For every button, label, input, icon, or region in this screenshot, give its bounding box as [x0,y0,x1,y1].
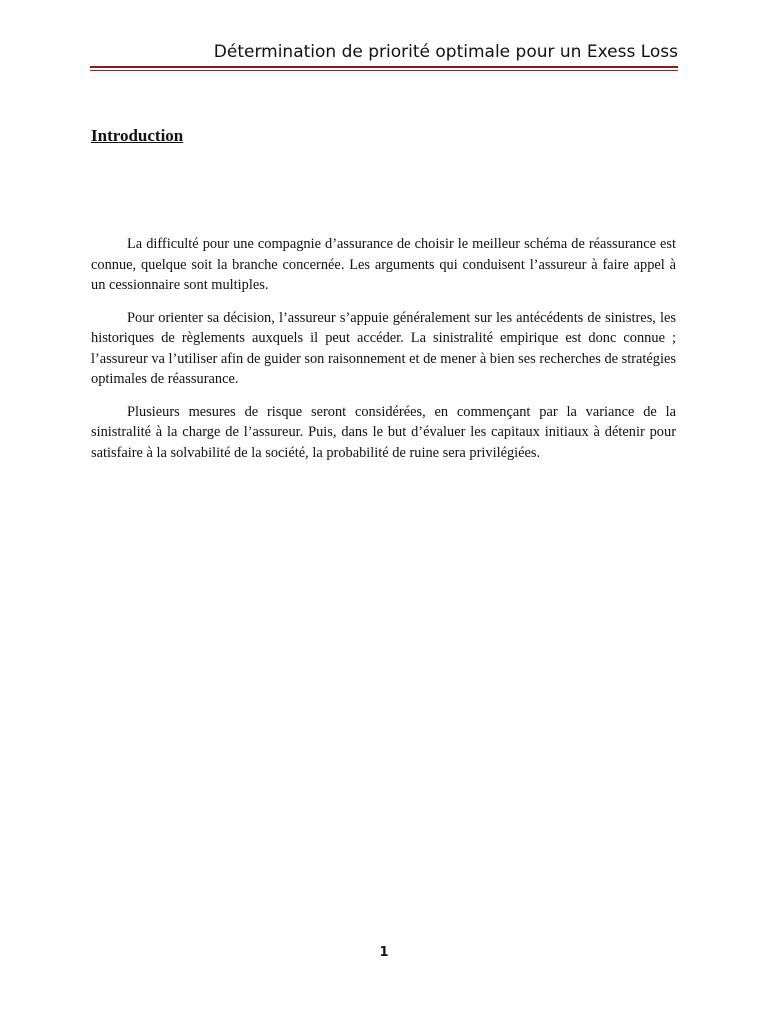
paragraph-1: La difficulté pour une compagnie d’assurance de choisir le meilleur schéma de réassurance est connue, quelque soit la branche concernée. Les arguments qui conduisent l’assureur à faire appel à un cessionnaire sont multiples. [91,236,676,293]
section-title: Introduction [91,126,184,145]
paragraph-3: Plusieurs mesures de risque seront considérées, en commençant par la variance de la sinistralité à la charge de l’assureur. Puis, dans le but d’évaluer les capitaux initiaux à détenir pour satisfaire à la solvabilité de la société, la probabilité de ruine sera privilégiées. [91,403,676,461]
page-number: 1 [379,945,389,960]
header-rule-secondary [90,70,678,71]
paragraph-2: Pour orienter sa décision, l’assureur s’appuie généralement sur les antécédents de sinistres, les historiques de règlements auxquels il peut accéder. La sinistralité empirique est donc connue ; l’assureur va l’utiliser afin de guider son raisonnement et de mener à bien ses recherches de stratégies optimales de réassurance. [91,309,676,387]
running-header: Détermination de priorité optimale pour un Exess Loss [213,42,678,62]
body-text [91,234,676,475]
header-rule [90,66,678,68]
